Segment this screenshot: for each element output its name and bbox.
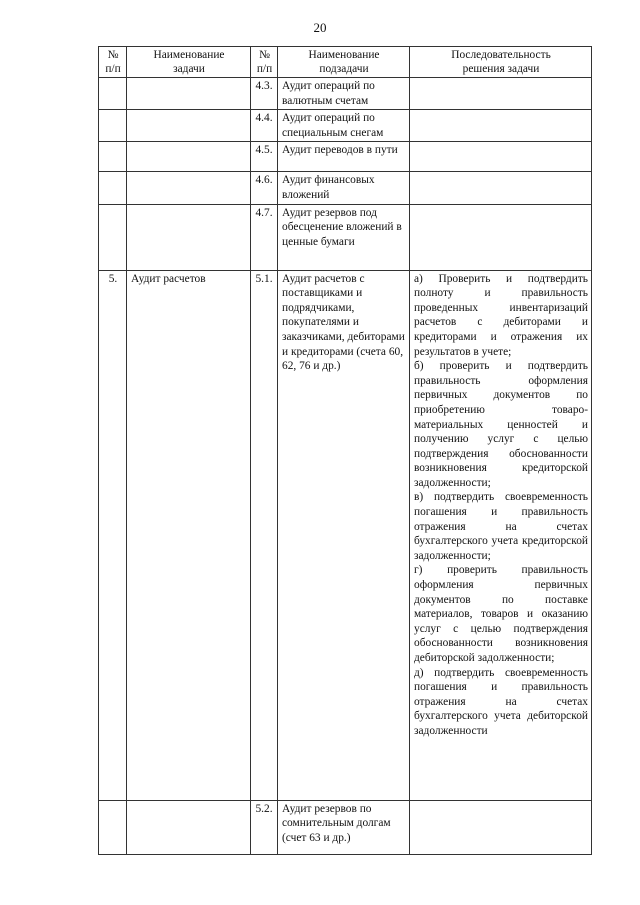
row-num: 5. <box>99 270 127 800</box>
header-task <box>127 47 251 78</box>
row-task <box>127 172 251 204</box>
row-sequence <box>410 800 592 854</box>
header-sequence-label: Последовательность решения задачи <box>451 49 551 75</box>
row-subtask: Аудит операций по специальным снегам <box>278 110 410 142</box>
row-sequence <box>410 172 592 204</box>
table-header-row <box>99 47 592 78</box>
header-subnum <box>251 47 278 78</box>
row-subtask: Аудит резервов под обесценение вложений в ценные бумаги <box>278 204 410 270</box>
row-subtask: Аудит операций по валютным счетам <box>278 78 410 110</box>
sequence-step: а) Проверить и подтвердить полноту и правильность проведенных инвентаризаций расчетов с дебиторами и кредиторами и отражения их результатов в учете; <box>414 272 588 358</box>
page-number: 20 <box>313 20 327 35</box>
row-subnum: 4.4. <box>251 110 278 142</box>
header-num <box>99 47 127 78</box>
header-sequence <box>410 47 592 78</box>
audit-tasks-table <box>98 46 592 855</box>
header-subtask-label: Наименование подзадачи <box>308 49 380 75</box>
header-subtask <box>278 47 410 78</box>
header-num-label: № п/п <box>105 49 121 75</box>
row-sequence <box>410 204 592 270</box>
row-task <box>127 142 251 172</box>
sequence-step: в) подтвердить своевременность погашения и правильность отражения на счетах бухгалтерского учета кредиторской задолженности; <box>414 491 588 562</box>
row-task <box>127 110 251 142</box>
row-task <box>127 204 251 270</box>
row-subnum: 4.7. <box>251 204 278 270</box>
row-subtask: Аудит расчетов с поставщиками и подрядчиками, покупателями и заказчиками, дебиторами и кредиторами (счета 60, 62, 76 и др.) <box>278 270 410 800</box>
table-row <box>99 110 592 142</box>
row-task <box>127 800 251 854</box>
table-row <box>99 142 592 172</box>
table-row <box>99 172 592 204</box>
row-task <box>127 78 251 110</box>
row-subnum: 5.1. <box>251 270 278 800</box>
row-subnum: 5.2. <box>251 800 278 854</box>
header-subnum-label: № п/п <box>256 49 273 75</box>
row-sequence <box>410 110 592 142</box>
row-num <box>99 142 127 172</box>
row-subtask: Аудит финансовых вложений <box>278 172 410 204</box>
row-subnum: 4.5. <box>251 142 278 172</box>
row-subnum: 4.3. <box>251 78 278 110</box>
sequence-step: б) проверить и подтвердить правильность оформления первичных документов по приобретению товаро-материальных ценностей и получению услуг с целью подтверждения обоснованности возникновения кредиторской задолженности; <box>414 360 588 489</box>
table-row <box>99 78 592 110</box>
row-sequence <box>410 270 592 800</box>
table-row <box>99 204 592 270</box>
row-sequence <box>410 78 592 110</box>
row-num <box>99 204 127 270</box>
row-subtask: Аудит резервов по сомнительным долгам (счет 63 и др.) <box>278 800 410 854</box>
row-sequence <box>410 142 592 172</box>
header-task-label: Наименование задачи <box>153 49 225 75</box>
row-num <box>99 800 127 854</box>
row-num <box>99 78 127 110</box>
table-row <box>99 800 592 854</box>
row-num <box>99 110 127 142</box>
row-subtask: Аудит переводов в пути <box>278 142 410 172</box>
row-task: Аудит расчетов <box>127 270 251 800</box>
row-num <box>99 172 127 204</box>
sequence-step: д) подтвердить своевременность погашения и правильность отражения на счетах бухгалтерского учета дебиторской задолженности <box>414 666 588 737</box>
sequence-step: г) проверить правильность оформления первичных документов по поставке материалов, товаров и оказанию услуг с целью подтверждения обоснованности возникновения дебиторской задолженности; <box>414 564 588 664</box>
table-row <box>99 270 592 800</box>
row-subnum: 4.6. <box>251 172 278 204</box>
